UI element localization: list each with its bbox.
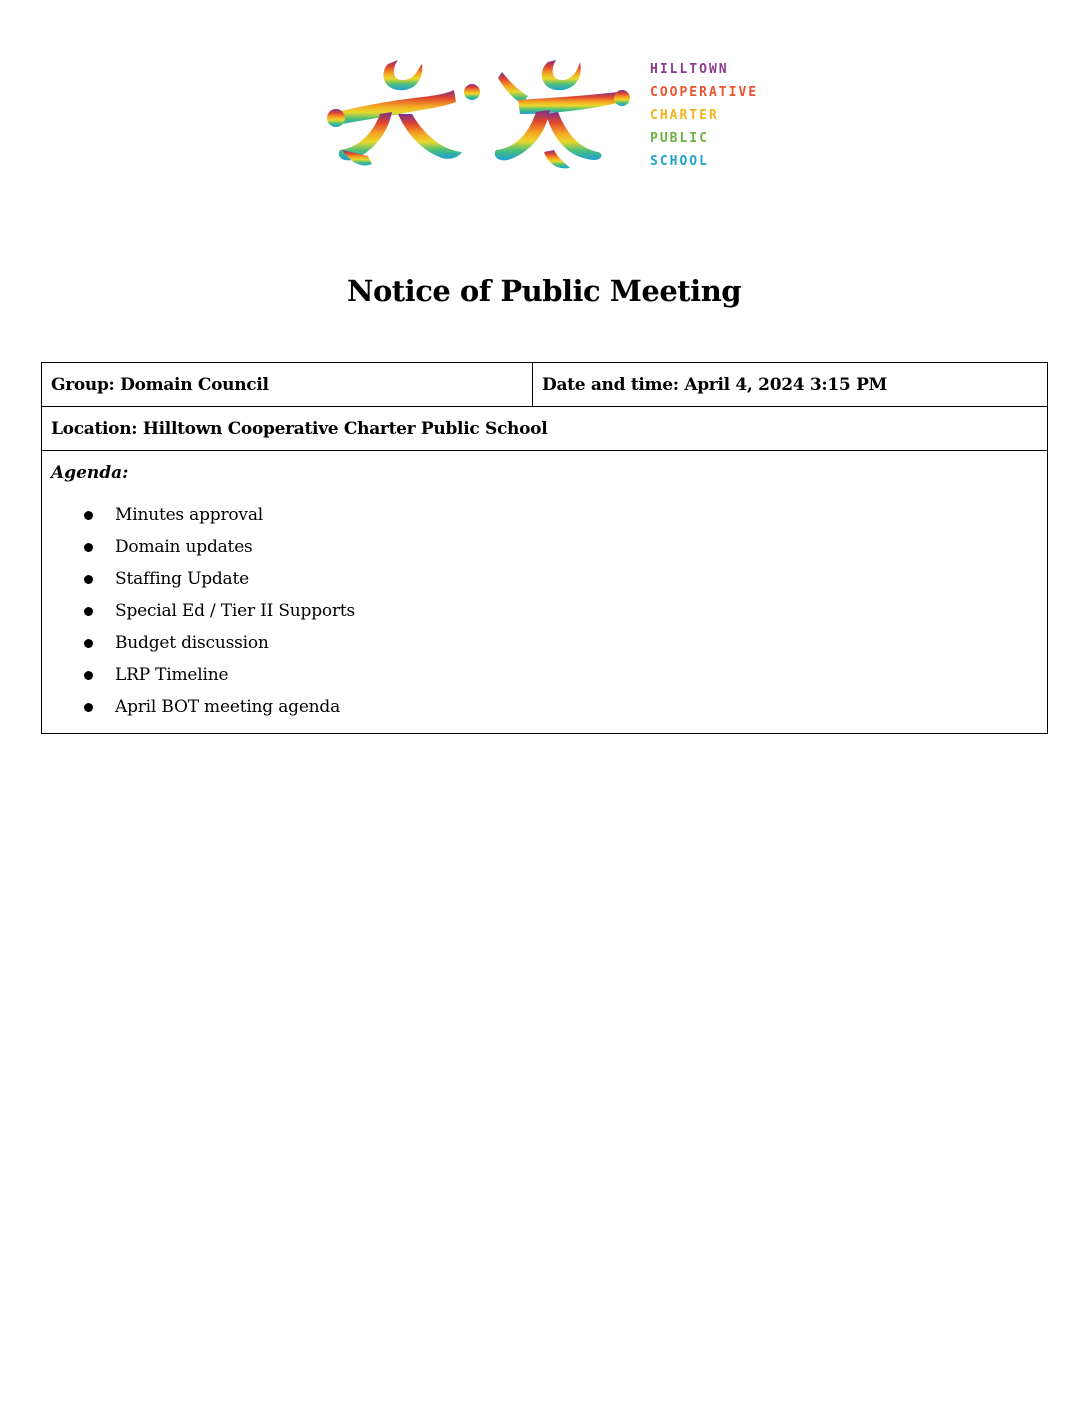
agenda-item-text: April BOT meeting agenda <box>115 697 341 717</box>
two-dancing-figures-logo-icon <box>322 52 632 182</box>
agenda-cell <box>42 451 1048 734</box>
agenda-item-text: Minutes approval <box>115 505 263 525</box>
logo-line-cooperative: COOPERATIVE <box>650 85 759 100</box>
agenda-list <box>51 499 1038 723</box>
list-item <box>51 499 1038 531</box>
school-logo <box>322 52 792 182</box>
meeting-details-table <box>41 362 1048 734</box>
bullet-icon <box>84 543 93 552</box>
agenda-label: Agenda: <box>51 463 129 483</box>
bullet-icon <box>84 511 93 520</box>
group-cell: Group: Domain Council <box>42 363 533 407</box>
logo-line-school: SCHOOL <box>650 154 709 169</box>
bullet-icon <box>84 639 93 648</box>
table-row <box>42 363 1048 407</box>
list-item <box>51 659 1038 691</box>
bullet-icon <box>84 671 93 680</box>
list-item <box>51 531 1038 563</box>
page-title: Notice of Public Meeting <box>346 274 742 308</box>
agenda-item-text: Special Ed / Tier II Supports <box>115 601 356 621</box>
datetime-cell: Date and time: April 4, 2024 3:15 PM <box>533 363 1048 407</box>
agenda-item-text: LRP Timeline <box>115 665 229 685</box>
school-name-wordmark <box>650 58 792 173</box>
logo-line-charter: CHARTER <box>650 108 719 123</box>
agenda-item-text: Staffing Update <box>115 569 249 589</box>
logo-line-hilltown: HILLTOWN <box>650 62 729 77</box>
logo-line-public: PUBLIC <box>650 131 709 146</box>
bullet-icon <box>84 703 93 712</box>
table-row <box>42 451 1048 734</box>
list-item <box>51 563 1038 595</box>
agenda-item-text: Domain updates <box>115 537 253 557</box>
list-item <box>51 691 1038 723</box>
list-item <box>51 627 1038 659</box>
bullet-icon <box>84 575 93 584</box>
location-cell: Location: Hilltown Cooperative Charter Public School <box>42 407 1048 451</box>
agenda-item-text: Budget discussion <box>115 633 269 653</box>
list-item <box>51 595 1038 627</box>
table-row <box>42 407 1048 451</box>
bullet-icon <box>84 607 93 616</box>
